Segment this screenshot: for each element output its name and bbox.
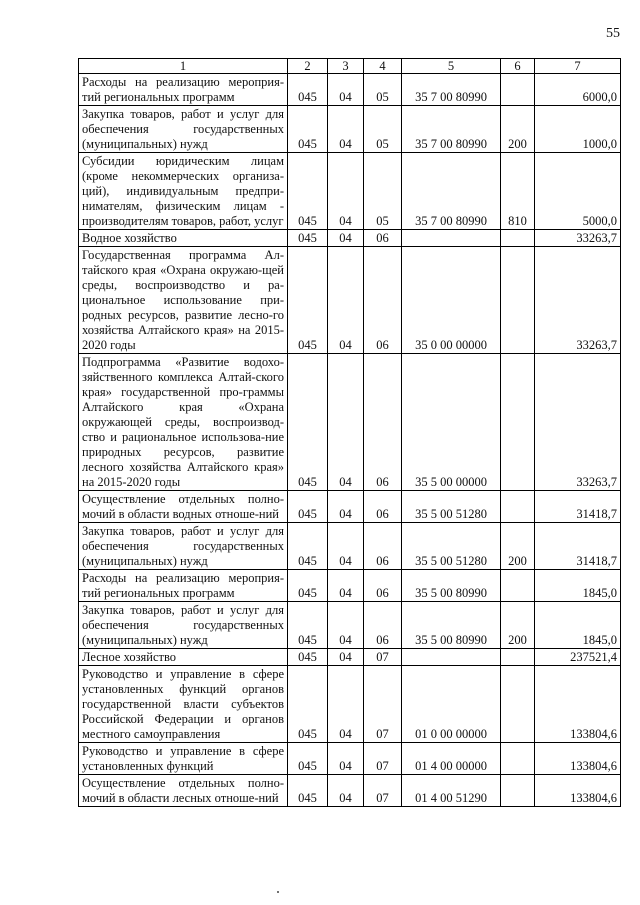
row-amount: 6000,0: [535, 74, 621, 106]
header-col-1: 1: [79, 59, 288, 74]
row-target-code: 01 4 00 51290: [402, 775, 501, 807]
table-row: [79, 775, 621, 807]
table-row: [79, 523, 621, 570]
row-name: Субсидии юридическим лицам (кроме некоммерческих организа-ций), индивидуальным предпри-нимателям, физическим лицам - производителям товаров, работ, услуг: [79, 153, 288, 230]
row-section: 04: [328, 153, 364, 230]
row-target-code: 01 0 00 00000: [402, 666, 501, 743]
page-number: 55: [606, 26, 620, 41]
row-expense-type: 200: [501, 523, 535, 570]
row-subsection: 07: [364, 649, 402, 666]
row-subsection: 07: [364, 775, 402, 807]
row-section: 04: [328, 247, 364, 354]
budget-table: [78, 58, 621, 807]
row-name: Осуществление отдельных полно-мочий в области водных отноше-ний: [79, 491, 288, 523]
table-row: [79, 602, 621, 649]
row-name: Расходы на реализацию мероприя-тий региональных программ: [79, 74, 288, 106]
row-target-code: 35 7 00 80990: [402, 153, 501, 230]
header-col-4: 4: [364, 59, 402, 74]
row-expense-type: [501, 491, 535, 523]
row-name: Закупка товаров, работ и услуг для обеспечения государственных (муниципальных) нужд: [79, 602, 288, 649]
header-row: [79, 59, 621, 74]
row-section: 04: [328, 743, 364, 775]
row-amount: 133804,6: [535, 743, 621, 775]
row-name: Закупка товаров, работ и услуг для обеспечения государственных (муниципальных) нужд: [79, 106, 288, 153]
row-name: Государственная программа Ал-тайского края «Охрана окружаю-щей среды, воспроизводство и ра-ционалъное использование при-родных ресурсов, развитие лесно-го хозяйства Алтайского края» на 2015-2020 годы: [79, 247, 288, 354]
row-subsection: 06: [364, 230, 402, 247]
row-subsection: 07: [364, 743, 402, 775]
row-expense-type: [501, 775, 535, 807]
row-name: Расходы на реализацию мероприя-тий региональных программ: [79, 570, 288, 602]
table-row: [79, 491, 621, 523]
row-admin-code: 045: [288, 491, 328, 523]
row-admin-code: 045: [288, 74, 328, 106]
row-subsection: 06: [364, 570, 402, 602]
row-subsection: 07: [364, 666, 402, 743]
row-expense-type: [501, 666, 535, 743]
row-subsection: 06: [364, 247, 402, 354]
row-amount: 1845,0: [535, 602, 621, 649]
row-name: Осуществление отдельных полно-мочий в области лесных отноше-ний: [79, 775, 288, 807]
row-subsection: 05: [364, 106, 402, 153]
row-target-code: 35 5 00 00000: [402, 354, 501, 491]
row-amount: 5000,0: [535, 153, 621, 230]
row-amount: 33263,7: [535, 230, 621, 247]
row-target-code: 35 0 00 00000: [402, 247, 501, 354]
row-admin-code: 045: [288, 230, 328, 247]
row-amount: 31418,7: [535, 491, 621, 523]
row-amount: 133804,6: [535, 666, 621, 743]
row-target-code: [402, 230, 501, 247]
table-row: [79, 74, 621, 106]
row-section: 04: [328, 570, 364, 602]
row-admin-code: 045: [288, 247, 328, 354]
header-col-3: 3: [328, 59, 364, 74]
row-section: 04: [328, 775, 364, 807]
row-target-code: 35 5 00 80990: [402, 570, 501, 602]
row-section: 04: [328, 602, 364, 649]
table-row: [79, 247, 621, 354]
row-name: Руководство и управление в сфере установленных функций: [79, 743, 288, 775]
row-section: 04: [328, 106, 364, 153]
table-row: [79, 106, 621, 153]
row-target-code: 01 4 00 00000: [402, 743, 501, 775]
row-expense-type: 810: [501, 153, 535, 230]
table-row: [79, 230, 621, 247]
row-section: 04: [328, 230, 364, 247]
table-row: [79, 649, 621, 666]
row-amount: 1845,0: [535, 570, 621, 602]
table-row: [79, 743, 621, 775]
row-section: 04: [328, 74, 364, 106]
row-name: Водное хозяйство: [79, 230, 288, 247]
row-admin-code: 045: [288, 523, 328, 570]
row-expense-type: [501, 743, 535, 775]
row-admin-code: 045: [288, 570, 328, 602]
row-subsection: 06: [364, 354, 402, 491]
row-name: Подпрограмма «Развитие водохо-зяйственного комплекса Алтай-ского края» государственной про-граммы Алтайского края «Охрана окружающей среды, воспроизвод-ство и рациональное использова-ние природных ресурсов, развитие лесного хозяйства Алтайского края» на 2015-2020 годы: [79, 354, 288, 491]
row-target-code: 35 5 00 80990: [402, 602, 501, 649]
row-section: 04: [328, 491, 364, 523]
row-target-code: 35 5 00 51280: [402, 491, 501, 523]
row-amount: 31418,7: [535, 523, 621, 570]
row-section: 04: [328, 649, 364, 666]
row-expense-type: [501, 354, 535, 491]
row-name: Руководство и управление в сфере установленных функций органов государственной власти субъектов Российской Федерации и органов местного самоуправления: [79, 666, 288, 743]
header-col-2: 2: [288, 59, 328, 74]
row-subsection: 06: [364, 491, 402, 523]
row-expense-type: 200: [501, 602, 535, 649]
scan-speck: [277, 891, 279, 893]
header-col-5: 5: [402, 59, 501, 74]
row-admin-code: 045: [288, 666, 328, 743]
row-expense-type: [501, 247, 535, 354]
row-admin-code: 045: [288, 354, 328, 491]
table-row: [79, 153, 621, 230]
header-col-7: 7: [535, 59, 621, 74]
row-expense-type: [501, 570, 535, 602]
table-row: [79, 570, 621, 602]
table-row: [79, 354, 621, 491]
table-row: [79, 666, 621, 743]
row-expense-type: [501, 649, 535, 666]
row-admin-code: 045: [288, 602, 328, 649]
row-subsection: 05: [364, 153, 402, 230]
row-subsection: 06: [364, 602, 402, 649]
row-name: Лесное хозяйство: [79, 649, 288, 666]
row-target-code: [402, 649, 501, 666]
row-amount: 133804,6: [535, 775, 621, 807]
row-admin-code: 045: [288, 775, 328, 807]
row-section: 04: [328, 666, 364, 743]
row-amount: 33263,7: [535, 354, 621, 491]
row-target-code: 35 7 00 80990: [402, 106, 501, 153]
row-admin-code: 045: [288, 743, 328, 775]
row-subsection: 05: [364, 74, 402, 106]
row-amount: 33263,7: [535, 247, 621, 354]
row-amount: 237521,4: [535, 649, 621, 666]
row-section: 04: [328, 523, 364, 570]
row-amount: 1000,0: [535, 106, 621, 153]
row-admin-code: 045: [288, 153, 328, 230]
row-admin-code: 045: [288, 106, 328, 153]
row-subsection: 06: [364, 523, 402, 570]
row-expense-type: [501, 230, 535, 247]
row-target-code: 35 7 00 80990: [402, 74, 501, 106]
row-name: Закупка товаров, работ и услуг для обеспечения государственных (муниципальных) нужд: [79, 523, 288, 570]
row-target-code: 35 5 00 51280: [402, 523, 501, 570]
header-col-6: 6: [501, 59, 535, 74]
row-expense-type: 200: [501, 106, 535, 153]
row-section: 04: [328, 354, 364, 491]
row-admin-code: 045: [288, 649, 328, 666]
row-expense-type: [501, 74, 535, 106]
